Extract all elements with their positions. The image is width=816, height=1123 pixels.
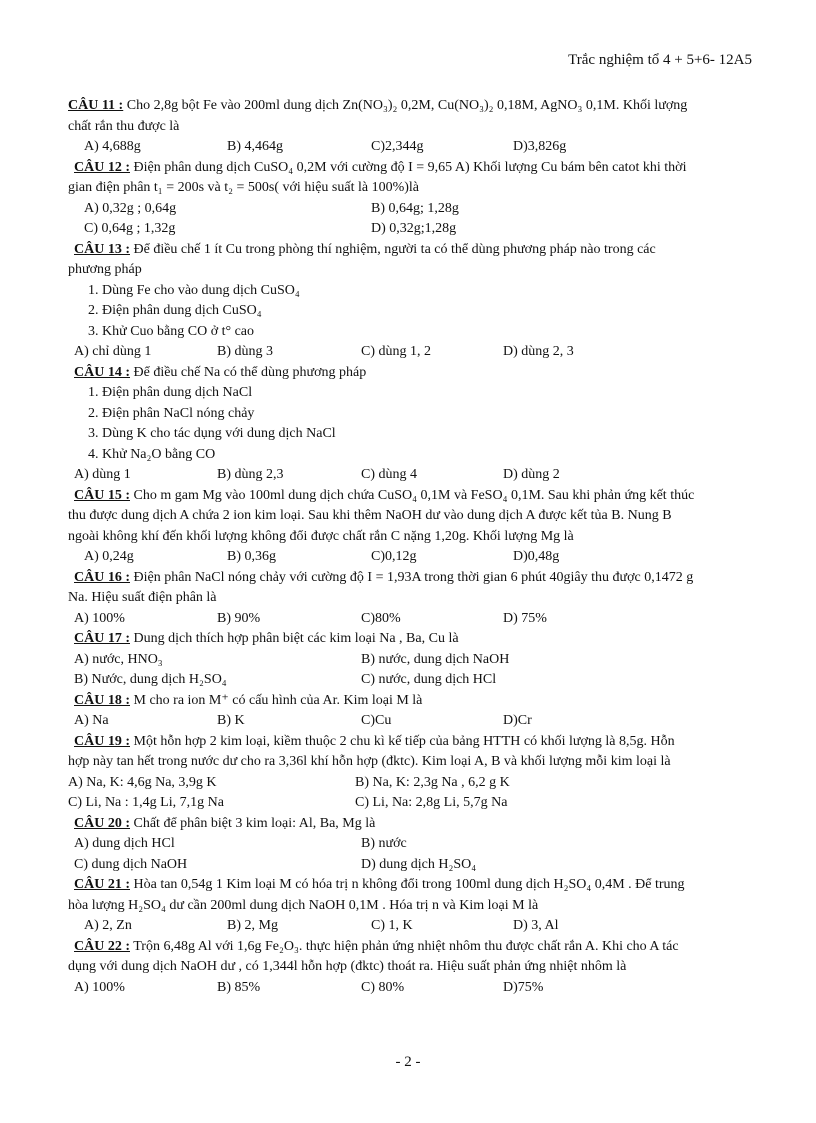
option-d: D) dung dịch H₂SO₄: [361, 856, 477, 872]
method-item: 2. Điện phân dung dịch CuSO₄: [88, 303, 262, 318]
option-a: A) chỉ dùng 1: [74, 344, 152, 359]
option-a: A) 100%: [74, 979, 125, 995]
question-list: [68, 96, 758, 998]
question-text: Để điều chế Na có thể dùng phương pháp: [130, 364, 367, 380]
option-d: D)0,48g: [513, 549, 560, 564]
question-title: CÂU 14 :: [74, 364, 130, 380]
option-c: C)0,12g: [371, 549, 417, 564]
option-c2: C) Li, Na: 2,8g Li, 5,7g Na: [355, 795, 508, 810]
option-c: C) 1, K: [371, 918, 413, 933]
option-c: C)Cu: [361, 713, 392, 728]
question-text: hòa lượng H₂SO₄ dư cần 200ml dung dịch NaOH 0,1M . Hóa trị n và Kim loại M là: [68, 897, 539, 913]
question-text: Trộn 6,48g Al với 1,6g Fe₂O₃. thực hiện phản ứng nhiệt nhôm thu được chất rắn A. Khi cho A tác: [130, 938, 679, 954]
option-a: A) 0,32g ; 0,64g: [84, 200, 177, 216]
question-text: Hòa tan 0,54g 1 Kim loại M có hóa trị n không đổi trong 100ml dung dịch H₂SO₄ 0,4M . Để trung: [130, 877, 685, 892]
option-c: C) nước, dung dịch HCl: [361, 672, 497, 687]
question-14: [68, 363, 758, 486]
option-d: D) 75%: [503, 610, 547, 626]
question-text: Chất để phân biệt 3 kim loại: Al, Ba, Mg là: [130, 815, 376, 831]
option-b2: B) Nước, dung dịch H₂SO₄: [74, 672, 227, 687]
option-b: B) Na, K: 2,3g Na , 6,2 g K: [355, 774, 510, 790]
page-header: Trắc nghiệm tổ 4 + 5+6- 12A5: [568, 52, 752, 68]
question-text: dụng với dung dịch NaOH dư , có 1,344l hỗn hợp (đktc) thoát ra. Hiệu suất phản ứng nhiệt nhôm là: [68, 959, 627, 974]
question-20: [68, 814, 758, 876]
question-text: Na. Hiệu suất điện phân là: [68, 590, 217, 605]
question-title: CÂU 13 :: [74, 241, 130, 257]
method-item: 3. Dùng K cho tác dụng với dung dịch NaCl: [88, 426, 336, 441]
method-item: 1. Dùng Fe cho vào dung dịch CuSO₄: [88, 282, 300, 298]
option-b: B) dùng 2,3: [217, 467, 284, 482]
question-text: Dung dịch thích hợp phân biệt các kim loại Na , Ba, Cu là: [130, 631, 459, 646]
question-title: CÂU 22 :: [74, 938, 130, 954]
option-a: A) Na, K: 4,6g Na, 3,9g K: [68, 774, 217, 790]
question-text: phương pháp: [68, 262, 142, 277]
option-d: D) dùng 2: [503, 467, 560, 482]
option-d: D)Cr: [503, 713, 532, 728]
page-number: - 2 -: [395, 1054, 421, 1070]
question-title: CÂU 18 :: [74, 692, 130, 708]
method-item: 2. Điện phân NaCl nóng chảy: [88, 405, 255, 421]
option-a: A) dùng 1: [74, 467, 131, 482]
option-d: D)3,826g: [513, 139, 567, 154]
option-c: C) dùng 4: [361, 467, 417, 482]
option-a: A) 4,688g: [84, 139, 141, 154]
option-c: C)80%: [361, 610, 401, 626]
question-21: [68, 875, 758, 937]
question-title: CÂU 19 :: [74, 733, 130, 749]
question-title: CÂU 12 :: [74, 159, 130, 175]
option-b: B) 90%: [217, 610, 261, 626]
option-b: B) dùng 3: [217, 344, 273, 359]
option-b: B) 0,64g; 1,28g: [371, 200, 459, 216]
option-a: A) 2, Zn: [84, 918, 132, 933]
option-b: B) 0,36g: [227, 549, 276, 564]
option-a: A) 100%: [74, 610, 125, 626]
option-c: C) 0,64g ; 1,32g: [84, 221, 176, 236]
question-text: Điện phân dung dịch CuSO₄ 0,2M với cường độ I = 9,65 A) Khối lượng Cu bám bên catot khi thời: [130, 159, 687, 175]
option-d: D) 3, Al: [513, 918, 559, 933]
option-b: B) 4,464g: [227, 139, 283, 154]
option-d: D)75%: [503, 979, 544, 995]
question-text: thu được dung dịch A chứa 2 ion kim loại. Sau khi thêm NaOH dư vào dung dịch A được kết tủa B. Nung B: [68, 508, 672, 523]
option-d: D) dùng 2, 3: [503, 344, 574, 359]
question-title: CÂU 15 :: [74, 487, 130, 503]
question-title: CÂU 20 :: [74, 815, 130, 831]
question-16: [68, 568, 758, 630]
question-text: gian điện phân t₁ = 200s và t₂ = 500s( với hiệu suất là 100%)là: [68, 180, 420, 195]
question-13: [68, 240, 758, 363]
question-title: CÂU 21 :: [74, 877, 130, 892]
method-item: 3. Khử Cuo bằng CO ở t° cao: [88, 323, 255, 339]
question-text: ngoài không khí đến khối lượng không đổi được chất rắn C nặng 1,20g. Khối lượng Mg là: [68, 528, 574, 544]
method-item: 4. Khử Na₂O bằng CO: [88, 446, 216, 462]
option-c: C) 80%: [361, 979, 405, 995]
question-15: [68, 486, 758, 568]
option-c: C) dùng 1, 2: [361, 344, 431, 359]
option-d: D) 0,32g;1,28g: [371, 221, 457, 236]
option-c: C)2,344g: [371, 139, 424, 154]
option-b: B) 2, Mg: [227, 918, 278, 933]
question-11: [68, 96, 758, 158]
question-text: Cho 2,8g bột Fe vào 200ml dung dịch Zn(NO₃)₂ 0,2M, Cu(NO₃)₂ 0,18M, AgNO₃ 0,1M. Khối lượng: [123, 98, 688, 113]
question-title: CÂU 11 :: [68, 98, 124, 113]
question-text: M cho ra ion M⁺ có cấu hình của Ar. Kim loại M là: [130, 692, 423, 708]
option-b: B) K: [217, 713, 245, 728]
option-a: A) nước, HNO₃: [74, 651, 163, 667]
option-c: C) dung dịch NaOH: [74, 856, 188, 872]
question-17: [68, 629, 758, 691]
question-text: hợp này tan hết trong nước dư cho ra 3,36l khí hỗn hợp (đktc). Kim loại A, B và khối lượng mỗi kim loại là: [68, 754, 671, 769]
question-text: Một hỗn hợp 2 kim loại, kiềm thuộc 2 chu kì kế tiếp của bảng HTTH có khối lượng là 8,5g. Hỗn: [130, 733, 675, 749]
question-18: [68, 691, 758, 732]
option-b: B) nước, dung dịch NaOH: [361, 651, 510, 667]
question-title: CÂU 16 :: [74, 569, 130, 585]
question-title: CÂU 17 :: [74, 631, 130, 646]
option-b: B) 85%: [217, 979, 261, 995]
option-a: A) 0,24g: [84, 549, 134, 564]
option-b: B) nước: [361, 836, 407, 851]
question-19: [68, 732, 758, 814]
question-22: [68, 937, 758, 999]
question-text: Cho m gam Mg vào 100ml dung dịch chứa CuSO₄ 0,1M và FeSO₄ 0,1M. Sau khi phản ứng kết thúc: [130, 487, 695, 503]
option-c: C) Li, Na : 1,4g Li, 7,1g Na: [68, 795, 224, 810]
question-text: Để điều chế 1 ít Cu trong phòng thí nghiệm, người ta có thể dùng phương pháp nào trong các: [130, 241, 656, 257]
option-a: A) dung dịch HCl: [74, 836, 175, 851]
method-item: 1. Điện phân dung dịch NaCl: [88, 385, 253, 400]
question-text: chất rắn thu được là: [68, 118, 180, 134]
question-12: [68, 158, 758, 240]
option-a: A) Na: [74, 713, 109, 728]
question-text: Điện phân NaCl nóng chảy với cường độ I = 1,93A trong thời gian 6 phút 40giây thu được 0,1472 g: [130, 569, 694, 585]
